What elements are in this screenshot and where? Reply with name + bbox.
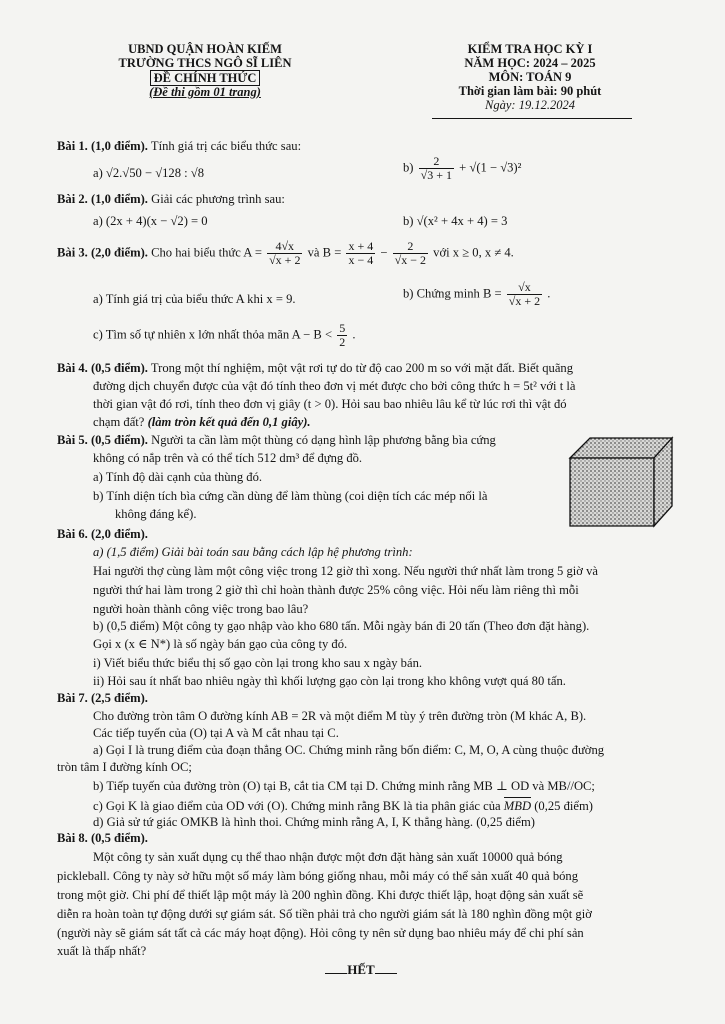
bai7-line-7: d) Giả sử tứ giác OMKB là hình thoi. Chứng minh rằng A, I, K thẳng hàng. (0,25 điểm)	[93, 815, 535, 829]
bai1-heading	[57, 138, 301, 154]
bai7-c-score: (0,25 điểm)	[534, 799, 593, 813]
bai4-line-2: đường dịch chuyển được của vật đó tính theo đơn vị mét được cho bởi công thức h = 5t² với t là	[93, 379, 576, 393]
exam-date: Ngày: 19.12.2024	[485, 98, 575, 112]
school-year: NĂM HỌC: 2024 – 2025	[464, 56, 596, 70]
bai2-label: Bài 2. (1,0 điểm).	[57, 192, 148, 206]
bai6-label: Bài 6. (2,0 điểm).	[57, 527, 148, 541]
duration: Thời gian làm bài: 90 phút	[458, 84, 602, 98]
bai3-a: a) Tính giá trị của biểu thức A khi x = 9.	[93, 292, 296, 306]
end-text: HẾT	[347, 962, 375, 977]
bai4-note: (làm tròn kết quả đến 0,1 giây).	[147, 415, 311, 429]
bai7-label: Bài 7. (2,5 điểm).	[57, 691, 148, 705]
bai4-line-4	[93, 414, 311, 430]
bai7-line-5: b) Tiếp tuyến của đường tròn (O) tại B, cắt tia CM tại D. Chứng minh rằng MB ⊥ OD và MB//OC;	[93, 779, 595, 793]
bai4-text-1: Trong một thí nghiệm, một vật rơi tự do từ độ cao 200 m so với mặt đất. Biết quãng	[150, 361, 574, 375]
bai2-heading	[57, 191, 285, 207]
bai1-b-suffix: + √(1 − √3)²	[459, 160, 522, 175]
bai5-b-2: không đáng kể).	[115, 507, 197, 521]
bai2-b: b) √(x² + 4x + 4) = 3	[403, 214, 508, 228]
bai4-line-1	[57, 360, 573, 376]
bai8-heading	[57, 830, 148, 846]
bai6-heading	[57, 526, 148, 542]
cube-illustration	[566, 434, 676, 530]
bai7-c-text: c) Gọi K là giao điểm của OD với (O). Chứng minh rằng BK là tia phân giác của	[93, 799, 501, 813]
bai3-c: c) Tìm số tự nhiên x lớn nhất thỏa mãn A − B < $\frac{5}{2}$ .	[93, 321, 356, 349]
bai7-heading	[57, 690, 148, 706]
bai6-a-heading: a) (1,5 điểm) Giải bài toán sau bằng cách lập hệ phương trình:	[93, 545, 413, 559]
bai7-line-6	[93, 798, 593, 814]
bai1-label: Bài 1. (1,0 điểm).	[57, 139, 148, 153]
bai8-line-3: trong một giờ. Chi phí để thiết lập một máy là 200 nghìn đồng. Khi được thiết lập, hoạt động sản xuất sẽ	[57, 888, 584, 902]
bai1-b-prefix: b)	[403, 160, 414, 175]
bai8-line-2: pickleball. Công ty này sở hữu một số máy làm bóng giống nhau, mỗi máy có thể sản xuất 40 quả bóng	[57, 869, 579, 883]
bai1-b-fraction	[419, 155, 454, 182]
page-count-note: (Đề thi gồm 01 trang)	[149, 85, 261, 99]
header-rule	[432, 118, 632, 119]
bai3-B1-num: x + 4	[348, 239, 374, 253]
school-name: TRƯỜNG THCS NGÔ SĨ LIÊN	[118, 56, 292, 70]
bai6-b-line-3: i) Viết biểu thức biểu thị số gạo còn lại trong kho sau x ngày bán.	[93, 656, 423, 670]
bai1-b	[403, 155, 521, 182]
subject: MÔN: TOÁN 9	[488, 70, 572, 84]
bai3-A-fraction	[267, 240, 302, 267]
bai3-B2-den: √x − 2	[394, 253, 427, 267]
bai3-b-den: √x + 2	[508, 294, 541, 308]
bai4-question: chạm đất?	[93, 415, 145, 429]
bai5-line-2: không có nắp trên và có thể tích 512 dm³ để đựng đồ.	[93, 451, 363, 465]
bai5-b-1: b) Tính diện tích bìa cứng cần dùng để làm thùng (coi diện tích các mép nối là	[93, 489, 488, 503]
bai6-a-line-3: người hoàn thành công việc trong bao lâu?	[93, 602, 309, 616]
bai5-label: Bài 5. (0,5 điểm).	[57, 433, 148, 447]
bai3-b: b) Chứng minh B = $\frac{√x}{√x + 2}$ .	[403, 280, 551, 308]
bai3-c-prefix: c) Tìm số tự nhiên x lớn nhất thỏa mãn A − B <	[93, 327, 333, 342]
bai4-line-3: thời gian vật đó rơi, tính theo đơn vị giây (t > 0). Hỏi sau bao nhiêu lâu kể từ lúc rơi thì vật đó	[93, 397, 567, 411]
bai6-b-line-2: Gọi x (x ∈ N*) là số ngày bán gạo của công ty đó.	[93, 637, 348, 651]
bai1-text: Tính giá trị các biểu thức sau:	[150, 139, 302, 153]
bai5-line-1	[57, 432, 496, 448]
bai6-a-line-1: Hai người thợ cùng làm một công việc trong 12 giờ thì xong. Nếu người thứ nhất làm trong 5 giờ và	[93, 564, 598, 578]
bai7-line-3: a) Gọi I là trung điểm của đoạn thẳng OC. Chứng minh rằng bốn điểm: C, M, O, A cùng thuộc đường	[93, 743, 605, 757]
bai3-c-den: 2	[339, 335, 346, 349]
exam-header	[430, 42, 630, 112]
bai3-A-num: 4√x	[267, 240, 302, 254]
bai2-text: Giải các phương trình sau:	[151, 192, 285, 206]
bai3-c-fraction	[337, 322, 347, 349]
bai5-text-1: Người ta cần làm một thùng có dạng hình lập phương bằng bìa cứng	[151, 433, 496, 447]
bai3-B1-den: x − 4	[348, 253, 374, 267]
bai3-text: Cho hai biểu thức A =	[151, 245, 262, 260]
bai1-a: a) √2.√50 − √128 : √8	[93, 166, 205, 180]
bai4-label: Bài 4. (0,5 điểm).	[57, 361, 148, 375]
bai1-b-num: 2	[419, 155, 454, 169]
bai2-a: a) (2x + 4)(x − √2) = 0	[93, 214, 208, 228]
bai7-arc-angle: MBD	[503, 799, 532, 813]
district-name: UBND QUẬN HOÀN KIẾM	[128, 42, 282, 56]
bai8-label: Bài 8. (0,5 điểm).	[57, 831, 148, 845]
bai3-B2-fraction	[393, 240, 428, 267]
bai3-heading: Bài 3. (2,0 điểm). Cho hai biểu thức A = $\frac{4√x}{√x + 2}$ và B = $\frac{x + 4}{x - 4}$ − $\frac{2}{√x - 2}$ với x ≥ 0, x ≠ 4.	[57, 239, 514, 267]
bai8-line-1: Một công ty sản xuất dụng cụ thể thao nhận được một đơn đặt hàng sản xuất 10000 quả bóng	[93, 850, 563, 864]
bai3-c-num: 5	[339, 321, 346, 335]
bai1-b-den: √3 + 1	[420, 168, 453, 182]
bai7-line-2: Các tiếp tuyến của (O) tại A và M cắt nhau tại C.	[93, 726, 339, 740]
exam-title: KIỂM TRA HỌC KỲ I	[467, 42, 593, 56]
bai3-label: Bài 3. (2,0 điểm).	[57, 245, 148, 260]
bai6-a-line-2: người thứ hai làm trong 2 giờ thì chỉ hoàn thành được 25% công việc. Hỏi nếu làm riêng thì mỗi	[93, 583, 579, 597]
bai8-line-5: (người này sẽ giám sát tất cả các máy hoạt động). Hỏi công ty nên sử dụng bao nhiêu máy để chi phí sản	[57, 926, 584, 940]
bai7-line-1: Cho đường tròn tâm O đường kính AB = 2R và một điểm M tùy ý trên đường tròn (M khác A, B).	[93, 709, 587, 723]
bai6-b-line-1: b) (0,5 điểm) Một công ty gạo nhập vào kho 680 tấn. Mỗi ngày bán đi 20 tấn (Theo đơn đặt hàng).	[93, 619, 590, 633]
bai3-condition: với x ≥ 0, x ≠ 4.	[433, 245, 514, 260]
bai3-mid: và B =	[307, 245, 342, 260]
bai3-b-fraction	[507, 281, 542, 308]
bai6-b-line-4: ii) Hỏi sau ít nhất bao nhiêu ngày thì khối lượng gạo còn lại trong kho không vượt quá 80 tấn.	[93, 674, 566, 688]
bai3-b-prefix: b) Chứng minh B =	[403, 286, 502, 301]
bai3-A-den: √x + 2	[269, 253, 301, 267]
bai3-B2-num: 2	[393, 240, 428, 254]
bai5-a: a) Tính độ dài cạnh của thùng đó.	[93, 470, 263, 484]
bai8-line-4: diễn ra hoàn toàn tự động dưới sự giám sát. Số tiền phải trả cho người giám sát là 180 nghìn đồng một giờ	[57, 907, 592, 921]
bai7-line-4: tròn tâm I đường kính OC;	[57, 760, 192, 774]
end-mark	[316, 962, 406, 978]
school-header	[105, 42, 305, 99]
bai3-B1-fraction	[346, 240, 375, 267]
official-stamp: ĐỀ CHÍNH THỨC	[150, 70, 261, 86]
bai3-b-num: √x	[507, 281, 542, 295]
bai8-line-6: xuất là thấp nhất?	[57, 944, 147, 958]
